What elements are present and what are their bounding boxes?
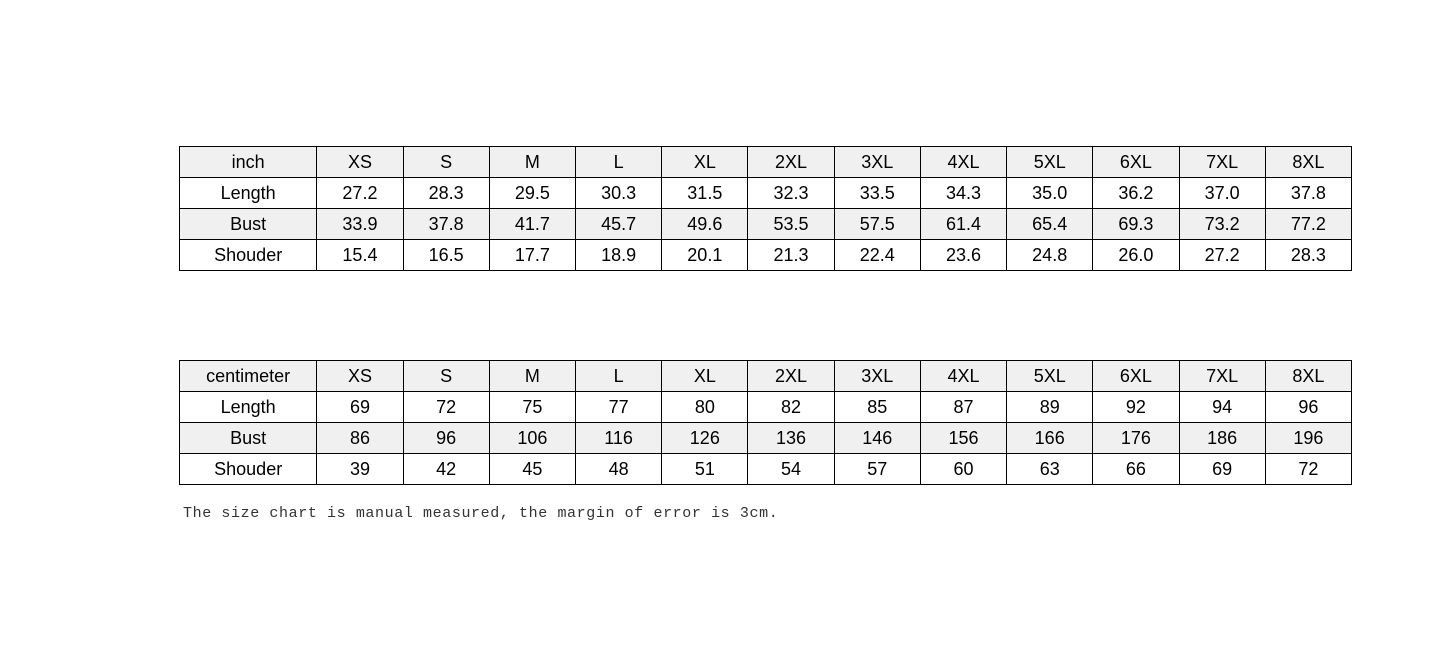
cell: 82 xyxy=(748,392,834,423)
table-header-row xyxy=(180,147,1352,178)
measurement-note: The size chart is manual measured, the margin of error is 3cm. xyxy=(183,505,779,522)
table-header-row xyxy=(180,361,1352,392)
cell: 45 xyxy=(489,454,575,485)
cell: 15.4 xyxy=(317,240,403,271)
cell: 66 xyxy=(1093,454,1179,485)
size-chart-inch xyxy=(179,146,1352,271)
size-header-4xl: 4XL xyxy=(920,147,1006,178)
cell: 51 xyxy=(662,454,748,485)
size-header-2xl: 2XL xyxy=(748,361,834,392)
row-label-bust: Bust xyxy=(180,209,317,240)
cell: 65.4 xyxy=(1007,209,1093,240)
cell: 61.4 xyxy=(920,209,1006,240)
cell: 48 xyxy=(576,454,662,485)
table-row xyxy=(180,240,1352,271)
cell: 18.9 xyxy=(576,240,662,271)
cell: 27.2 xyxy=(1179,240,1265,271)
size-header-6xl: 6XL xyxy=(1093,361,1179,392)
size-header-8xl: 8XL xyxy=(1265,361,1351,392)
cell: 28.3 xyxy=(1265,240,1351,271)
size-header-4xl: 4XL xyxy=(920,361,1006,392)
cell: 27.2 xyxy=(317,178,403,209)
size-header-2xl: 2XL xyxy=(748,147,834,178)
row-label-length: Length xyxy=(180,392,317,423)
size-header-xl: XL xyxy=(662,361,748,392)
cell: 21.3 xyxy=(748,240,834,271)
size-header-6xl: 6XL xyxy=(1093,147,1179,178)
cell: 156 xyxy=(920,423,1006,454)
size-header-5xl: 5XL xyxy=(1007,147,1093,178)
size-header-7xl: 7XL xyxy=(1179,361,1265,392)
size-chart-centimeter xyxy=(179,360,1352,485)
cell: 35.0 xyxy=(1007,178,1093,209)
cell: 126 xyxy=(662,423,748,454)
cell: 37.0 xyxy=(1179,178,1265,209)
cell: 94 xyxy=(1179,392,1265,423)
cell: 26.0 xyxy=(1093,240,1179,271)
cell: 73.2 xyxy=(1179,209,1265,240)
unit-label-centimeter: centimeter xyxy=(180,361,317,392)
cell: 69 xyxy=(317,392,403,423)
cell: 86 xyxy=(317,423,403,454)
cell: 87 xyxy=(920,392,1006,423)
cell: 57.5 xyxy=(834,209,920,240)
cell: 39 xyxy=(317,454,403,485)
cell: 29.5 xyxy=(489,178,575,209)
size-header-8xl: 8XL xyxy=(1265,147,1351,178)
cell: 37.8 xyxy=(1265,178,1351,209)
cell: 75 xyxy=(489,392,575,423)
cell: 116 xyxy=(576,423,662,454)
cell: 32.3 xyxy=(748,178,834,209)
size-header-xs: XS xyxy=(317,147,403,178)
cell: 196 xyxy=(1265,423,1351,454)
cell: 186 xyxy=(1179,423,1265,454)
cell: 20.1 xyxy=(662,240,748,271)
cell: 80 xyxy=(662,392,748,423)
table-row xyxy=(180,423,1352,454)
cell: 69.3 xyxy=(1093,209,1179,240)
cell: 89 xyxy=(1007,392,1093,423)
cell: 31.5 xyxy=(662,178,748,209)
cell: 96 xyxy=(1265,392,1351,423)
cell: 77 xyxy=(576,392,662,423)
size-header-l: L xyxy=(576,147,662,178)
size-header-5xl: 5XL xyxy=(1007,361,1093,392)
cell: 30.3 xyxy=(576,178,662,209)
cell: 34.3 xyxy=(920,178,1006,209)
cell: 16.5 xyxy=(403,240,489,271)
cell: 63 xyxy=(1007,454,1093,485)
row-label-length: Length xyxy=(180,178,317,209)
size-header-xl: XL xyxy=(662,147,748,178)
cell: 77.2 xyxy=(1265,209,1351,240)
cell: 92 xyxy=(1093,392,1179,423)
size-header-3xl: 3XL xyxy=(834,147,920,178)
cell: 106 xyxy=(489,423,575,454)
cell: 36.2 xyxy=(1093,178,1179,209)
row-label-bust: Bust xyxy=(180,423,317,454)
table-row xyxy=(180,392,1352,423)
cell: 24.8 xyxy=(1007,240,1093,271)
table-row xyxy=(180,209,1352,240)
cell: 33.9 xyxy=(317,209,403,240)
cell: 17.7 xyxy=(489,240,575,271)
cell: 72 xyxy=(1265,454,1351,485)
cell: 23.6 xyxy=(920,240,1006,271)
row-label-shouder: Shouder xyxy=(180,240,317,271)
cell: 176 xyxy=(1093,423,1179,454)
cell: 33.5 xyxy=(834,178,920,209)
cell: 146 xyxy=(834,423,920,454)
cell: 96 xyxy=(403,423,489,454)
unit-label-inch: inch xyxy=(180,147,317,178)
cell: 54 xyxy=(748,454,834,485)
cell: 69 xyxy=(1179,454,1265,485)
cell: 60 xyxy=(920,454,1006,485)
cell: 53.5 xyxy=(748,209,834,240)
cell: 41.7 xyxy=(489,209,575,240)
cell: 85 xyxy=(834,392,920,423)
row-label-shouder: Shouder xyxy=(180,454,317,485)
table-row xyxy=(180,178,1352,209)
size-header-l: L xyxy=(576,361,662,392)
cell: 49.6 xyxy=(662,209,748,240)
cell: 37.8 xyxy=(403,209,489,240)
size-header-s: S xyxy=(403,147,489,178)
cell: 28.3 xyxy=(403,178,489,209)
cell: 22.4 xyxy=(834,240,920,271)
cell: 57 xyxy=(834,454,920,485)
size-header-7xl: 7XL xyxy=(1179,147,1265,178)
cell: 136 xyxy=(748,423,834,454)
cell: 45.7 xyxy=(576,209,662,240)
size-header-m: M xyxy=(489,147,575,178)
cell: 42 xyxy=(403,454,489,485)
size-header-m: M xyxy=(489,361,575,392)
size-header-s: S xyxy=(403,361,489,392)
cell: 166 xyxy=(1007,423,1093,454)
size-header-xs: XS xyxy=(317,361,403,392)
table-row xyxy=(180,454,1352,485)
cell: 72 xyxy=(403,392,489,423)
size-header-3xl: 3XL xyxy=(834,361,920,392)
